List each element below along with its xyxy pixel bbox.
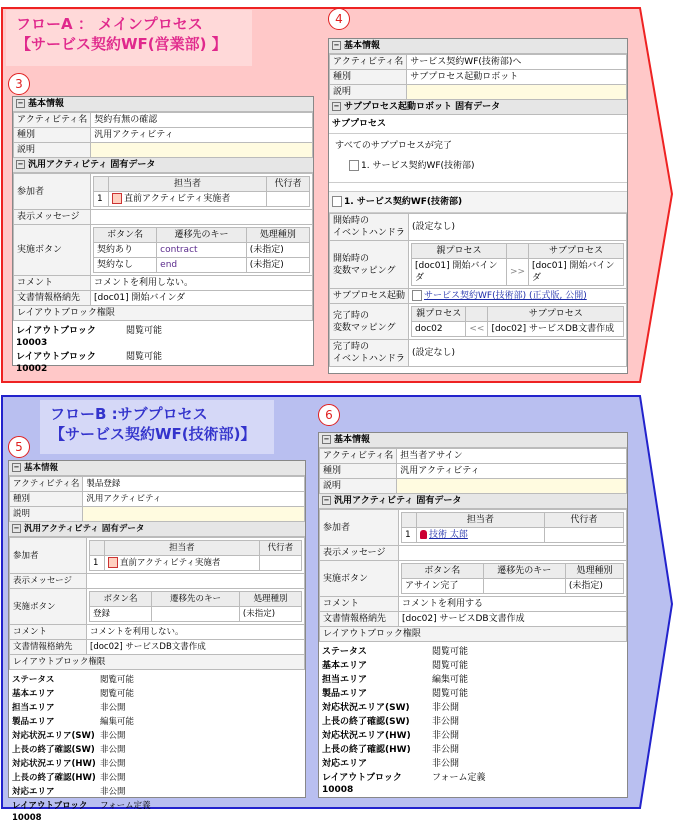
proxy-header: 代行者 [267, 177, 310, 192]
permission-value: 非公開 [432, 745, 460, 755]
document-icon [349, 160, 359, 171]
permission-row [9, 701, 305, 715]
btn1-key: contract [157, 243, 247, 258]
btn1-type: (未指定) [565, 579, 623, 594]
buttons-table [401, 563, 624, 594]
doc-label: 文書情報格納先 [10, 640, 87, 655]
type-value: 汎用アクティビティ [397, 464, 627, 479]
permission-value: 閲覧可能 [100, 675, 135, 685]
permission-row [9, 757, 305, 771]
document-icon [412, 290, 422, 301]
document-icon [332, 196, 342, 207]
participant-value: 直前アクティビティ実施者 [120, 558, 221, 568]
end-map-parent: doc02 [412, 322, 466, 337]
circle-5: 5 [8, 436, 30, 458]
exec-button-label: 実施ボタン [10, 589, 87, 625]
btn1-name: 契約あり [94, 243, 157, 258]
panel-activity-5 [8, 460, 306, 823]
desc-value [91, 143, 313, 158]
permission-key: 対応エリア [322, 759, 368, 769]
parent-proc-header: 親プロセス [412, 244, 507, 259]
collapse-icon[interactable]: − [17, 160, 24, 168]
participants-label: 参加者 [320, 510, 399, 546]
btn1-type: (未指定) [239, 607, 301, 622]
activity-name-label: アクティビティ名 [320, 449, 397, 464]
type-label: 種別 [330, 70, 407, 85]
basic-info-header[interactable]: − 基本情報 [319, 433, 627, 448]
circle-3: 3 [8, 73, 30, 95]
user-icon [420, 530, 427, 539]
circle-6: 6 [318, 404, 340, 426]
permission-key: 基本エリア [322, 661, 368, 671]
layout-key: レイアウトブロック 10002 [16, 352, 96, 374]
permission-key: 担当エリア [322, 675, 368, 685]
participant-no: 1 [402, 528, 417, 543]
start-handler-label-2: イベントハンドラ [333, 228, 405, 238]
comment-value: コメントを利用しない。 [87, 625, 305, 640]
end-map-sub: [doc02] サービスDB文書作成 [488, 322, 624, 337]
desc-label: 説明 [14, 143, 91, 158]
assignee-header: 担当者 [105, 541, 260, 556]
basic-info-table [319, 448, 627, 494]
permission-value: 編集可能 [100, 717, 135, 727]
generic-data-header[interactable]: − 汎用アクティビティ 固有データ [9, 522, 305, 537]
btn-name-header: ボタン名 [94, 228, 157, 243]
start-handler-value: (設定なし) [409, 214, 627, 241]
btn-name-header: ボタン名 [90, 592, 152, 607]
permission-value: 非公開 [432, 731, 460, 741]
permission-value: 非公開 [432, 759, 460, 769]
layout-row [13, 350, 313, 376]
type-value: サブプロセス起動ロボット [407, 70, 627, 85]
sub-proc-header: サブプロセス [488, 307, 624, 322]
desc-label: 説明 [330, 85, 407, 100]
end-handler-value: (設定なし) [409, 340, 627, 367]
activity-name-value: サービス契約WF(技術部)へ [407, 55, 627, 70]
doc-value: [doc01] 開始バインダ [91, 291, 313, 306]
desc-value [83, 507, 305, 522]
generic-data-table [13, 173, 313, 321]
proxy-header: 代行者 [544, 513, 623, 528]
proc-type-header: 処理種別 [246, 228, 309, 243]
participant-no: 1 [90, 556, 105, 571]
permission-value: 非公開 [100, 731, 126, 741]
permission-row [319, 771, 627, 797]
basic-info-header[interactable]: − 基本情報 [329, 39, 627, 54]
permission-value: 非公開 [100, 759, 126, 769]
sub-section-header: 1. サービス契約WF(技術部) [329, 192, 627, 213]
permission-key: 製品エリア [322, 689, 368, 699]
type-value: 汎用アクティビティ [83, 492, 305, 507]
end-map-arrow: << [466, 322, 488, 337]
proc-type-header: 処理種別 [565, 564, 623, 579]
permission-row [319, 659, 627, 673]
doc-value: [doc02] サービスDB文書作成 [87, 640, 305, 655]
sub-item-text: 1. サービス契約WF(技術部) [361, 161, 475, 171]
flowA-title-line1: フローA ： メインプロセス [16, 15, 203, 33]
panel-activity-6 [318, 432, 628, 798]
robot-data-header[interactable]: − サブプロセス起動ロボット 固有データ [329, 100, 627, 115]
start-handler-label-1: 開始時の [333, 216, 370, 226]
permission-value: フォーム定義 [432, 773, 486, 783]
exec-button-label: 実施ボタン [14, 225, 91, 276]
permission-row [319, 701, 627, 715]
permissions-list [9, 670, 305, 825]
end-handler-label-2: イベントハンドラ [333, 354, 405, 364]
permission-value: 閲覧可能 [432, 689, 469, 699]
collapse-icon[interactable]: − [13, 524, 20, 532]
permission-value: 非公開 [100, 745, 126, 755]
permission-row [319, 645, 627, 659]
end-map-label-2: 変数マッピング [333, 322, 396, 333]
permission-key: 上長の終了確認(HW) [12, 773, 96, 783]
basic-info-table [329, 54, 627, 100]
permission-key: レイアウトブロック 10008 [322, 773, 402, 795]
subprocess-detail-table [329, 213, 627, 367]
type-label: 種別 [320, 464, 397, 479]
collapse-icon[interactable]: − [13, 463, 20, 471]
btn1-key [152, 607, 240, 622]
btn1-name: 登録 [90, 607, 152, 622]
generic-data-header[interactable]: − 汎用アクティビティ 固有データ [319, 494, 627, 509]
layout-label: レイアウトブロック権限 [14, 306, 313, 321]
generic-data-table [9, 537, 305, 670]
flowB-title-line2: 【サービス契約WF(技術部)】 [50, 425, 256, 443]
generic-data-table [319, 509, 627, 642]
comment-value: コメントを利用する [399, 597, 627, 612]
permission-value: 閲覧可能 [100, 689, 135, 699]
type-label: 種別 [10, 492, 83, 507]
desc-label: 説明 [10, 507, 83, 522]
comment-value: コメントを利用しない。 [91, 276, 313, 291]
proc-type-header: 処理種別 [239, 592, 301, 607]
layout-value: 閲覧可能 [126, 352, 163, 362]
participants-table [89, 540, 302, 571]
permission-key: 対応エリア [12, 787, 55, 797]
layout-row [13, 324, 313, 350]
participants-label: 参加者 [10, 538, 87, 574]
layout-label: レイアウトブロック権限 [10, 655, 305, 670]
btn1-type: (未指定) [246, 243, 309, 258]
sub-proc-header: サブプロセス [529, 244, 624, 259]
spacer [329, 183, 627, 192]
end-map-table [411, 306, 624, 337]
start-map-label-1: 開始時の [333, 253, 370, 264]
permission-row [9, 771, 305, 785]
collapse-icon[interactable]: − [323, 435, 330, 443]
doc-value: [doc02] サービスDB文書作成 [399, 612, 627, 627]
permission-value: 編集可能 [432, 675, 469, 685]
end-map-label-1: 完了時の [333, 310, 370, 321]
subprocess-list-item [329, 154, 627, 183]
exec-button-label: 実施ボタン [320, 561, 399, 597]
activity-icon [112, 193, 122, 204]
desc-value [407, 85, 627, 100]
circle-4: 4 [328, 8, 350, 30]
permission-value: 非公開 [100, 787, 126, 797]
all-done-text: すべてのサブプロセスが完了 [335, 141, 452, 151]
permission-key: 対応状況エリア(HW) [12, 759, 96, 769]
permission-key: 上長の終了確認(SW) [322, 717, 410, 727]
permission-key: 上長の終了確認(HW) [322, 745, 411, 755]
dest-key-header: 遷移先のキー [483, 564, 565, 579]
permission-value: 非公開 [100, 703, 126, 713]
permissions-list [319, 642, 627, 797]
type-label: 種別 [14, 128, 91, 143]
dest-key-header: 遷移先のキー [152, 592, 240, 607]
start-map-table [411, 243, 624, 286]
permission-key: 対応状況エリア(SW) [12, 731, 95, 741]
start-map-arrow: >> [506, 259, 528, 286]
desc-label: 説明 [320, 479, 397, 494]
participants-label: 参加者 [14, 174, 91, 210]
permission-row [9, 715, 305, 729]
btn1-name: アサイン完了 [402, 579, 484, 594]
display-msg-label: 表示メッセージ [320, 546, 399, 561]
type-value: 汎用アクティビティ [91, 128, 313, 143]
participants-table [401, 512, 624, 543]
panel-activity-4 [328, 38, 628, 374]
btn2-key: end [157, 258, 247, 273]
basic-info-header[interactable]: − 基本情報 [13, 97, 313, 112]
comment-label: コメント [14, 276, 91, 291]
btn2-name: 契約なし [94, 258, 157, 273]
comment-label: コメント [10, 625, 87, 640]
permission-row [319, 715, 627, 729]
collapse-icon[interactable]: − [333, 41, 340, 49]
permission-key: 製品エリア [12, 717, 55, 727]
doc-label: 文書情報格納先 [14, 291, 91, 306]
panel-activity-3 [12, 96, 314, 374]
participant-value: 直前アクティビティ実施者 [124, 194, 231, 204]
doc-label: 文書情報格納先 [320, 612, 399, 627]
participant-link[interactable]: 技術 太郎 [429, 530, 468, 540]
permission-key: レイアウトブロック 10008 [12, 801, 88, 823]
activity-name-label: アクティビティ名 [330, 55, 407, 70]
start-map-parent: [doc01] 開始バインダ [412, 259, 507, 286]
activity-icon [108, 557, 118, 568]
dest-key-header: 遷移先のキー [157, 228, 247, 243]
permission-value: 非公開 [432, 703, 460, 713]
participants-table [93, 176, 310, 207]
activity-name-label: アクティビティ名 [10, 477, 83, 492]
permission-value: 非公開 [100, 773, 126, 783]
buttons-table [93, 227, 310, 273]
start-map-sub: [doc01] 開始バインダ [529, 259, 624, 286]
permission-row [9, 687, 305, 701]
flowA-title-line2: 【サービス契約WF(営業部) 】 [16, 35, 227, 53]
basic-info-header[interactable]: − 基本情報 [9, 461, 305, 476]
permission-key: 担当エリア [12, 703, 55, 713]
launch-link[interactable]: サービス契約WF(技術部) (正式版, 公開) [424, 291, 587, 301]
permission-row [319, 673, 627, 687]
btn2-type: (未指定) [246, 258, 309, 273]
basic-info-table [9, 476, 305, 522]
permission-value: フォーム定義 [100, 801, 151, 811]
buttons-table [89, 591, 302, 622]
subprocess-header: サブプロセス [329, 115, 627, 134]
permission-row [319, 757, 627, 771]
activity-name-value: 担当者アサイン [397, 449, 627, 464]
desc-value [397, 479, 627, 494]
activity-name-label: アクティビティ名 [14, 113, 91, 128]
btn-name-header: ボタン名 [402, 564, 484, 579]
parent-proc-header: 親プロセス [412, 307, 466, 322]
permission-row [9, 743, 305, 757]
permission-row [319, 687, 627, 701]
assignee-header: 担当者 [417, 513, 545, 528]
collapse-icon[interactable]: − [17, 99, 24, 107]
generic-data-header[interactable]: − 汎用アクティビティ 固有データ [13, 158, 313, 173]
start-map-label-2: 変数マッピング [333, 265, 396, 276]
permission-row [9, 799, 305, 825]
permission-row [319, 743, 627, 757]
permission-key: ステータス [12, 675, 55, 685]
activity-name-value: 契約有無の確認 [91, 113, 313, 128]
launch-label: サブプロセス起動 [330, 289, 409, 304]
permission-key: 対応状況エリア(SW) [322, 703, 410, 713]
permission-row [9, 785, 305, 799]
end-handler-label-1: 完了時の [333, 342, 370, 352]
permission-value: 閲覧可能 [432, 661, 469, 671]
permission-row [9, 729, 305, 743]
participant-no: 1 [94, 192, 109, 207]
basic-info-table [13, 112, 313, 158]
permission-row [319, 729, 627, 743]
display-msg-label: 表示メッセージ [10, 574, 87, 589]
flowB-title-line1: フローB :サブプロセス [50, 405, 208, 423]
btn1-key [483, 579, 565, 594]
permission-value: 閲覧可能 [432, 647, 469, 657]
comment-label: コメント [320, 597, 399, 612]
permission-key: ステータス [322, 647, 367, 657]
layout-label: レイアウトブロック権限 [320, 627, 627, 642]
layout-value: 閲覧可能 [126, 326, 163, 336]
permission-value: 非公開 [432, 717, 460, 727]
assignee-header: 担当者 [109, 177, 267, 192]
flowA-title [6, 10, 252, 66]
permission-key: 対応状況エリア(HW) [322, 731, 411, 741]
display-msg-label: 表示メッセージ [14, 210, 91, 225]
collapse-icon[interactable]: − [323, 496, 330, 504]
flowB-title [40, 400, 274, 454]
layout-key: レイアウトブロック 10003 [16, 326, 96, 348]
permission-key: 基本エリア [12, 689, 55, 699]
permission-row [9, 673, 305, 687]
collapse-icon[interactable]: − [333, 102, 340, 110]
proxy-header: 代行者 [259, 541, 301, 556]
permission-key: 上長の終了確認(SW) [12, 745, 95, 755]
activity-name-value: 製品登録 [83, 477, 305, 492]
